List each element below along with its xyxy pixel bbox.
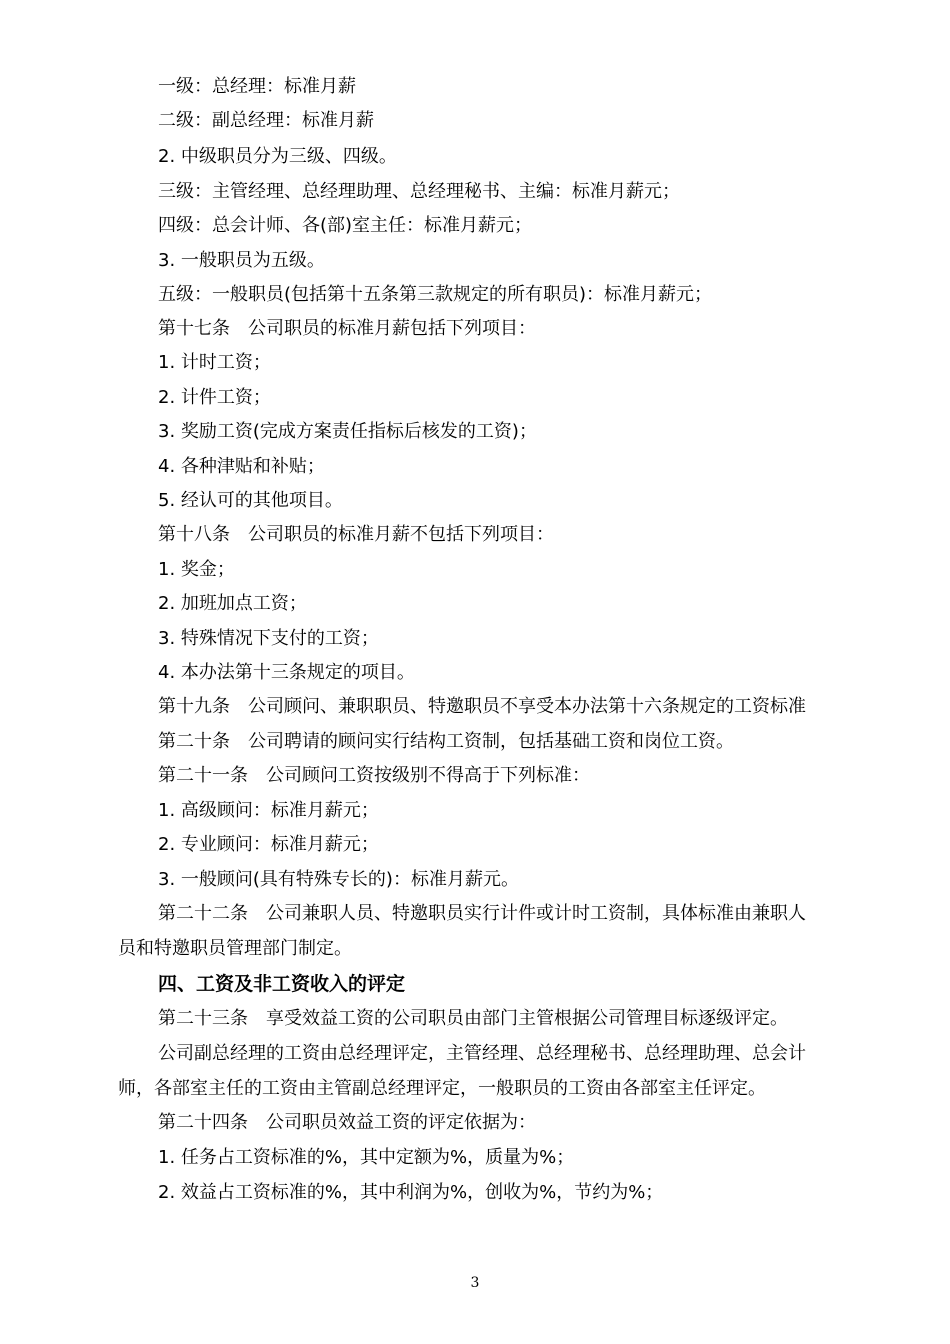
article-heading: 第二十一条 公司顾问工资按级别不得高于下列标准： <box>158 765 590 786</box>
text-line: 4. 本办法第十三条规定的项目。 <box>158 662 415 683</box>
text-line: 3. 奖励工资(完成方案责任指标后核发的工资)； <box>158 421 537 442</box>
text-line: 3. 一般职员为五级。 <box>158 250 325 271</box>
text-line: 2. 中级职员分为三级、四级。 <box>158 146 397 167</box>
text-line: 三级：主管经理、总经理助理、总经理秘书、主编：标准月薪元； <box>158 181 680 202</box>
article-heading: 第二十二条 公司兼职人员、特邀职员实行计件或计时工资制，具体标准由兼职人 <box>158 903 806 924</box>
text-line: 公司副总经理的工资由总经理评定，主管经理、总经理秘书、总经理助理、总会计 <box>158 1043 806 1064</box>
text-line: 2. 计件工资； <box>158 387 271 408</box>
text-line: 1. 奖金； <box>158 559 235 580</box>
text-line: 3. 一般顾问(具有特殊专长的)：标准月薪元。 <box>158 869 519 890</box>
text-line: 二级：副总经理：标准月薪 <box>158 110 374 131</box>
text-line: 五级：一般职员(包括第十五条第三款规定的所有职员)：标准月薪元； <box>158 284 713 305</box>
text-line: 2. 加班加点工资； <box>158 593 307 614</box>
text-line: 1. 高级顾问：标准月薪元； <box>158 800 379 821</box>
article-heading: 第十八条 公司职员的标准月薪不包括下列项目： <box>158 524 554 545</box>
text-line: 1. 任务占工资标准的%，其中定额为%，质量为%； <box>158 1147 575 1168</box>
article-heading: 第十七条 公司职员的标准月薪包括下列项目： <box>158 318 536 339</box>
text-line: 四级：总会计师、各(部)室主任：标准月薪元； <box>158 215 533 236</box>
text-line: 5. 经认可的其他项目。 <box>158 490 343 511</box>
text-line: 师，各部室主任的工资由主管副总经理评定，一般职员的工资由各部室主任评定。 <box>118 1078 766 1099</box>
page-number: 3 <box>470 1275 480 1291</box>
text-line: 员和特邀职员管理部门制定。 <box>118 938 352 959</box>
article-heading: 第二十四条 公司职员效益工资的评定依据为： <box>158 1112 536 1133</box>
article-heading: 第二十三条 享受效益工资的公司职员由部门主管根据公司管理目标逐级评定。 <box>158 1008 788 1029</box>
text-line: 1. 计时工资； <box>158 352 271 373</box>
text-line: 4. 各种津贴和补贴； <box>158 456 325 477</box>
article-heading: 第二十条 公司聘请的顾问实行结构工资制，包括基础工资和岗位工资。 <box>158 731 734 752</box>
text-line: 一级：总经理：标准月薪 <box>158 76 356 97</box>
section-heading: 四、工资及非工资收入的评定 <box>158 973 406 995</box>
text-line: 3. 特殊情况下支付的工资； <box>158 628 379 649</box>
article-heading: 第十九条 公司顾问、兼职职员、特邀职员不享受本办法第十六条规定的工资标准 <box>158 696 806 717</box>
text-line: 2. 效益占工资标准的%，其中利润为%，创收为%，节约为%； <box>158 1182 664 1203</box>
text-line: 2. 专业顾问：标准月薪元； <box>158 834 379 855</box>
